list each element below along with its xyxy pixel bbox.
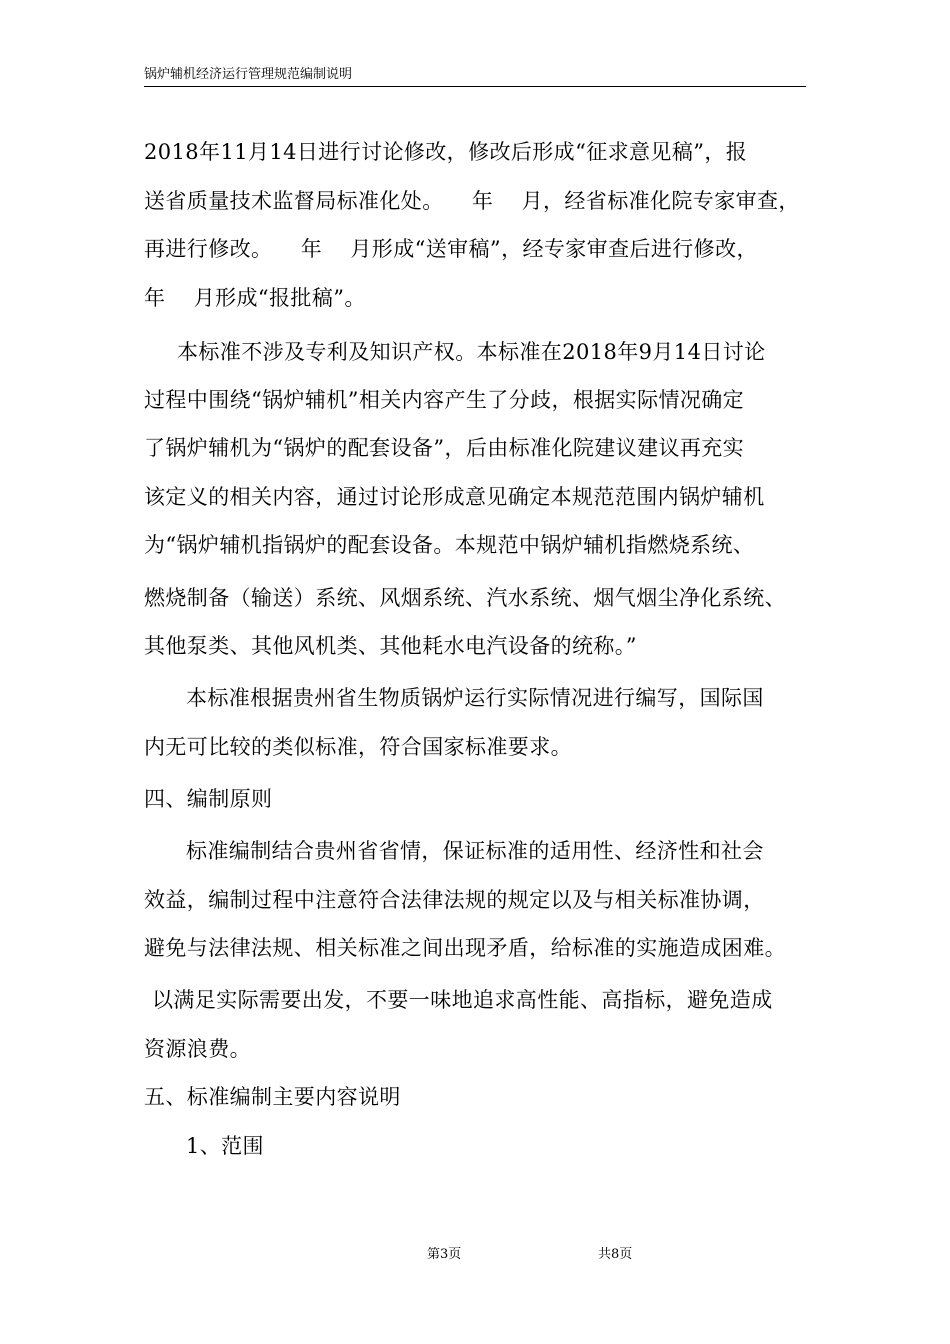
body-line: 效益，编制过程中注意符合法律法规的规定以及与相关标准协调，	[144, 888, 765, 912]
page-total: 共8页	[598, 1247, 633, 1262]
body-line: 送省质量技术监督局标准化处。 年 月，经省标准化院专家审查，	[144, 189, 800, 213]
body-line: 为“锅炉辅机指锅炉的配套设备。本规范中锅炉辅机指燃烧系统、	[144, 533, 755, 557]
body-line: 其他泵类、其他风机类、其他耗水电汽设备的统称。”	[144, 634, 637, 658]
body-line: 资源浪费。	[144, 1037, 251, 1061]
body-line: 本标准根据贵州省生物质锅炉运行实际情况进行编写，国际国	[186, 686, 764, 710]
section-heading: 四、编制原则	[144, 787, 273, 811]
body-line: 年 月形成“报批稿”。	[144, 286, 366, 310]
page-number: 第3页	[427, 1247, 462, 1262]
body-line: 了锅炉辅机为“锅炉的配套设备”，后由标准化院建议建议再充实	[144, 436, 745, 460]
body-line: 内无可比较的类似标准，符合国家标准要求。	[144, 735, 572, 759]
body-line: 该定义的相关内容，通过讨论形成意见确定本规范范围内锅炉辅机	[144, 485, 765, 509]
body-line: 标准编制结合贵州省省情，保证标准的适用性、经济性和社会	[186, 839, 764, 863]
subsection-heading: 1、范围	[186, 1134, 264, 1158]
body-line: 2018年11月14日进行讨论修改，修改后形成“征求意见稿”，报	[144, 140, 748, 164]
body-line: 过程中围绕“锅炉辅机”相关内容产生了分歧，根据实际情况确定	[144, 388, 745, 412]
body-line: 再进行修改。 年 月形成“送审稿”，经专家审查后进行修改，	[144, 237, 758, 261]
body-line: 避免与法律法规、相关标准之间出现矛盾，给标准的实施造成困难。	[144, 936, 786, 960]
body-line: 本标准不涉及专利及知识产权。本标准在2018年9月14日讨论	[177, 340, 766, 364]
section-heading: 五、标准编制主要内容说明	[144, 1085, 401, 1109]
body-line: 燃烧制备（输送）系统、风烟系统、汽水系统、烟气烟尘净化系统、	[144, 586, 786, 610]
body-line: 以满足实际需要出发，不要一味地追求高性能、高指标，避免造成	[152, 988, 773, 1012]
running-header: 锅炉辅机经济运行管理规范编制说明	[144, 66, 806, 87]
